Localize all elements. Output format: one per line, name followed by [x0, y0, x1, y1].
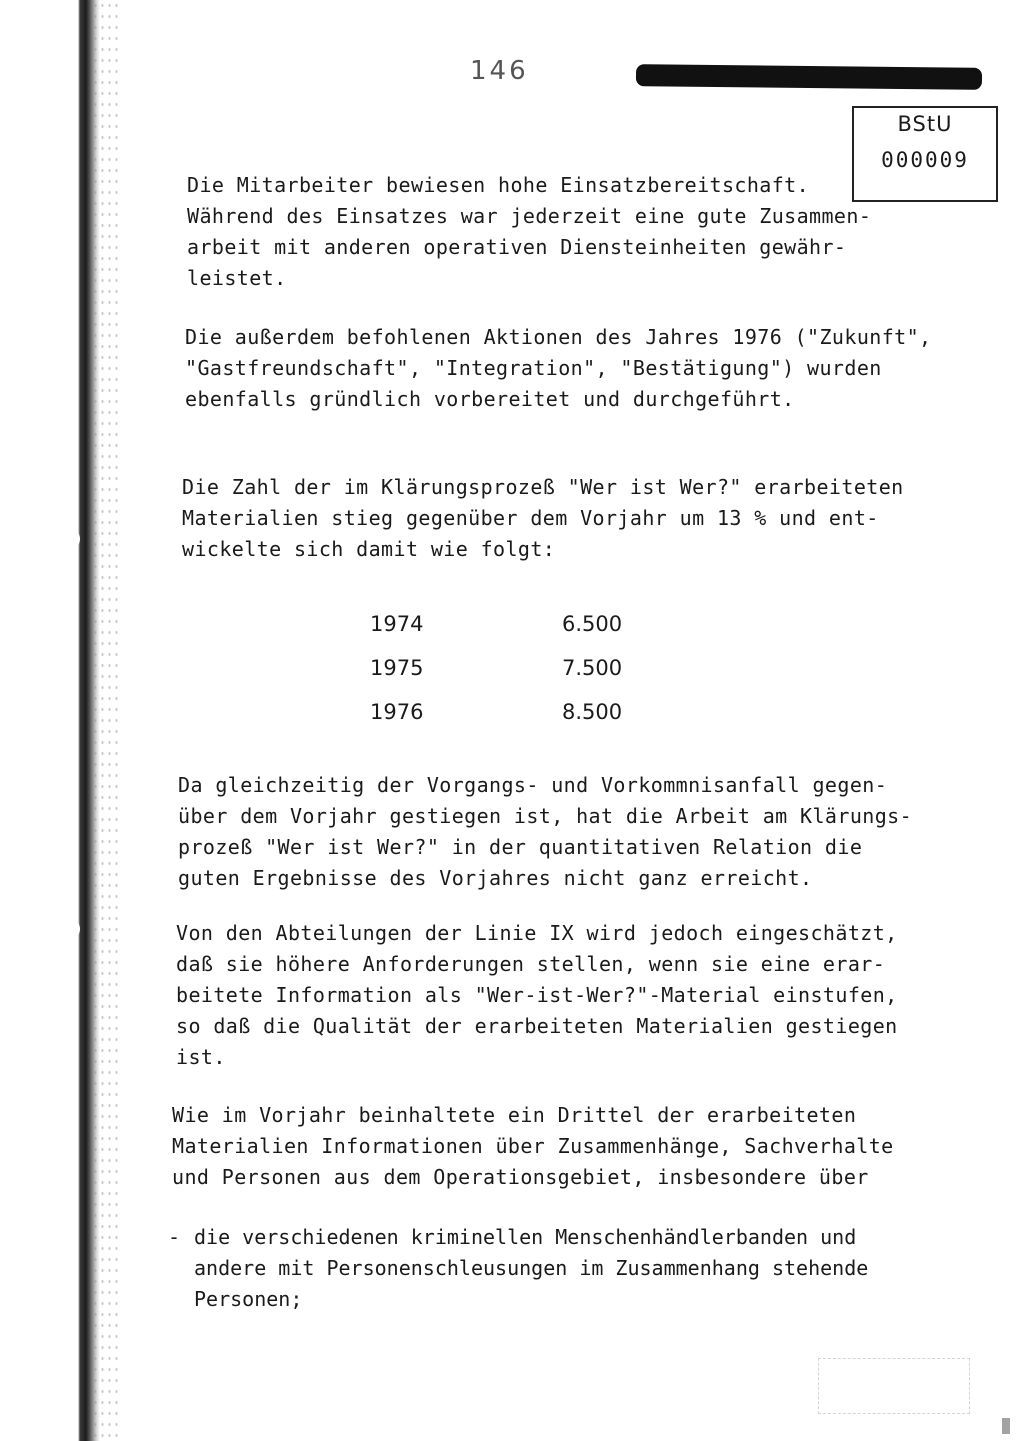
- redaction-bar: [636, 64, 982, 90]
- table-row: [370, 656, 670, 700]
- stamp-number: 000009: [881, 148, 969, 172]
- table-row: [370, 700, 670, 744]
- bullet-text: die verschiedenen kriminellen Menschenhändlerbanden und andere mit Personenschleusungen im Zusammenhang stehende Personen;: [194, 1225, 869, 1311]
- paragraph: Wie im Vorjahr beinhaltete ein Drittel der erarbeiteten Materialien Informationen über Zusammenhänge, Sachverhalte und Personen aus dem Operationsgebiet, insbesondere über: [172, 1103, 894, 1189]
- corner-mark: [1002, 1418, 1010, 1434]
- year-cell: 1975: [370, 656, 424, 680]
- paragraph: Da gleichzeitig der Vorgangs- und Vorkommnisanfall gegen- über dem Vorjahr gestiegen ist, hat die Arbeit am Klärungs- prozeß "Wer ist Wer?" in der quantitativen Relation die guten Ergebnisse des Vorjahres nicht ganz erreicht.: [178, 773, 913, 890]
- left-binding-edge: [0, 0, 100, 1441]
- scan-noise: [92, 0, 122, 1441]
- paragraph: Von den Abteilungen der Linie IX wird jedoch eingeschätzt, daß sie höhere Anforderungen stellen, wenn sie eine erar- beitete Information als "Wer-ist-Wer?"-Material einstufen, so daß die Qualität der erarbeiteten Materialien gestiegen ist.: [176, 921, 898, 1069]
- paragraph: Die außerdem befohlenen Aktionen des Jahres 1976 ("Zukunft", "Gastfreundschaft", "Integration", "Bestätigung") wurden ebenfalls gründlich vorbereitet und durchgeführt.: [185, 325, 932, 411]
- page-number: 146: [470, 56, 529, 86]
- paragraph: Die Zahl der im Klärungsprozeß "Wer ist Wer?" erarbeiteten Materialien stieg gegenüber dem Vorjahr um 13 % und ent- wickelte sich damit wie folgt:: [182, 475, 904, 561]
- value-cell: 8.500: [562, 700, 623, 724]
- bullet-dash: -: [168, 1225, 181, 1249]
- year-cell: 1974: [370, 612, 424, 636]
- value-cell: 7.500: [562, 656, 623, 680]
- archive-stamp: [852, 106, 998, 202]
- materials-by-year-table: [370, 612, 670, 744]
- stamp-label: BStU: [897, 112, 953, 136]
- faded-stamp: [818, 1358, 970, 1414]
- year-cell: 1976: [370, 700, 424, 724]
- paragraph: Die Mitarbeiter bewiesen hohe Einsatzbereitschaft. Während des Einsatzes war jederzeit eine gute Zusammen- arbeit mit anderen operativen Diensteinheiten gewähr- leistet.: [187, 173, 872, 290]
- value-cell: 6.500: [562, 612, 623, 636]
- table-row: [370, 612, 670, 656]
